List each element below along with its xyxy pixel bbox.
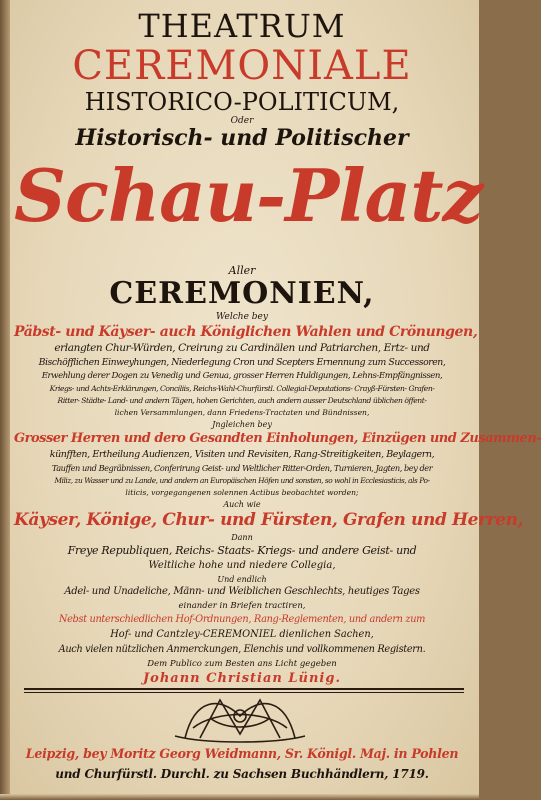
body-line-10: künfften, Ertheilung Audienzen, Visiten und Revisiten, Rang-Streitigkeiten, Beylagern,	[49, 449, 435, 460]
title-historico-politicum: HISTORICO-POLITICUM,	[84, 88, 400, 116]
title-ceremoniale: CEREMONIALE	[72, 43, 412, 89]
body-line-23: Hof- und Cantzley-CEREMONIEL dienlichen Sachen,	[110, 629, 374, 640]
body-line-9: Grosser Herren und dero Gesandten Einholungen, Einzügen und Zusammen-	[14, 431, 541, 446]
body-line-24: Auch vielen nützlichen Anmerckungen, Elenchis und vollkommenen Registern.	[58, 644, 426, 655]
body-line-7: lichen Versammlungen, dann Friedens-Tractaten und Bündnissen,	[114, 408, 370, 417]
body-line-13: liticis, vorgegangenen solennen Actibus beobachtet worden;	[125, 488, 359, 497]
page-edge-shadow	[0, 0, 10, 800]
title-theatrum: THEATRUM	[138, 7, 346, 45]
imprint-line-1: Leipzig, bey Moritz Georg Weidmann, Sr. Königl. Maj. in Pohlen	[25, 746, 459, 761]
body-line-25: Dem Publico zum Besten ans Licht gegeben	[147, 659, 337, 669]
imprint-line-2: und Churfürstl. Durchl. zu Sachsen Buchhändlern, 1719.	[55, 767, 429, 781]
body-line-2: erlangten Chur-Würden, Creirung zu Cardinälen und Patriarchen, Ertz- und	[54, 342, 430, 354]
body-line-6: Ritter- Städte- Land- und andern Tägen, hohen Gerichten, auch andern ausser Deutschland üblichen öffent-	[57, 396, 427, 405]
body-line-16: Dann	[231, 533, 253, 542]
title-ceremonien: CEREMONIEN,	[109, 276, 375, 311]
body-line-19: Und endlich	[217, 575, 267, 584]
body-line-18: Weltliche hohe und niedere Collegia,	[148, 560, 336, 571]
body-line-3: Bischöfflichen Einweyhungen, Niederlegung Cron und Scepters Ernennung zum Successoren,	[38, 357, 446, 368]
title-oder: Oder	[230, 116, 254, 126]
title-welche-bey: Welche bey	[216, 312, 268, 322]
body-line-21: einander in Briefen tractiren,	[178, 601, 306, 611]
body-line-8: Jngleichen bey	[212, 420, 272, 429]
body-line-22: Nebst unterschiedlichen Hof-Ordnungen, Rang-Reglementen, und andern zum	[58, 614, 426, 625]
body-line-5: Kriegs- und Achts-Erklärungen, Conciliis, Reichs-Wahl-Churfürstl. Collegial-Deputations- Crayß-Fürsten- Grafen-	[49, 384, 435, 393]
body-line-4: Erwehlung derer Dogen zu Venedig und Genua, grosser Herren Huldigungen, Lehns-Empfängnissen,	[41, 371, 443, 381]
body-line-11: Tauffen und Begräbnissen, Conferirung Geist- und Weltlicher Ritter-Orden, Turnieren, Jagten, bey der	[51, 463, 433, 473]
body-line-1: Päbst- und Käyser- auch Königlichen Wahlen und Crönungen,	[14, 324, 478, 340]
body-line-15: Käyser, Könige, Chur- und Fürsten, Grafen und Herren,	[14, 510, 524, 530]
title-historisch-politischer: Historisch- und Politischer	[75, 125, 409, 151]
author-name: Johann Christian Lünig.	[143, 671, 341, 686]
title-aller: Aller	[228, 264, 256, 277]
title-schau-platz: Schau-Platz	[14, 153, 483, 238]
body-line-14: Auch wie	[223, 500, 261, 509]
body-line-20: Adel- und Unadeliche, Männ- und Weiblichen Geschlechts, heutiges Tages	[64, 586, 420, 597]
publisher-monogram-emblem	[165, 688, 315, 744]
body-line-17: Freye Republiquen, Reichs- Staats- Kriegs- und andere Geist- und	[67, 544, 417, 557]
body-line-12: Miliz, zu Wasser und zu Lande, und andern an Europäischen Höfen und sonsten, so wohl in Ecclesiasticis, als Po-	[54, 476, 430, 485]
page-bottom-edge	[0, 794, 479, 800]
